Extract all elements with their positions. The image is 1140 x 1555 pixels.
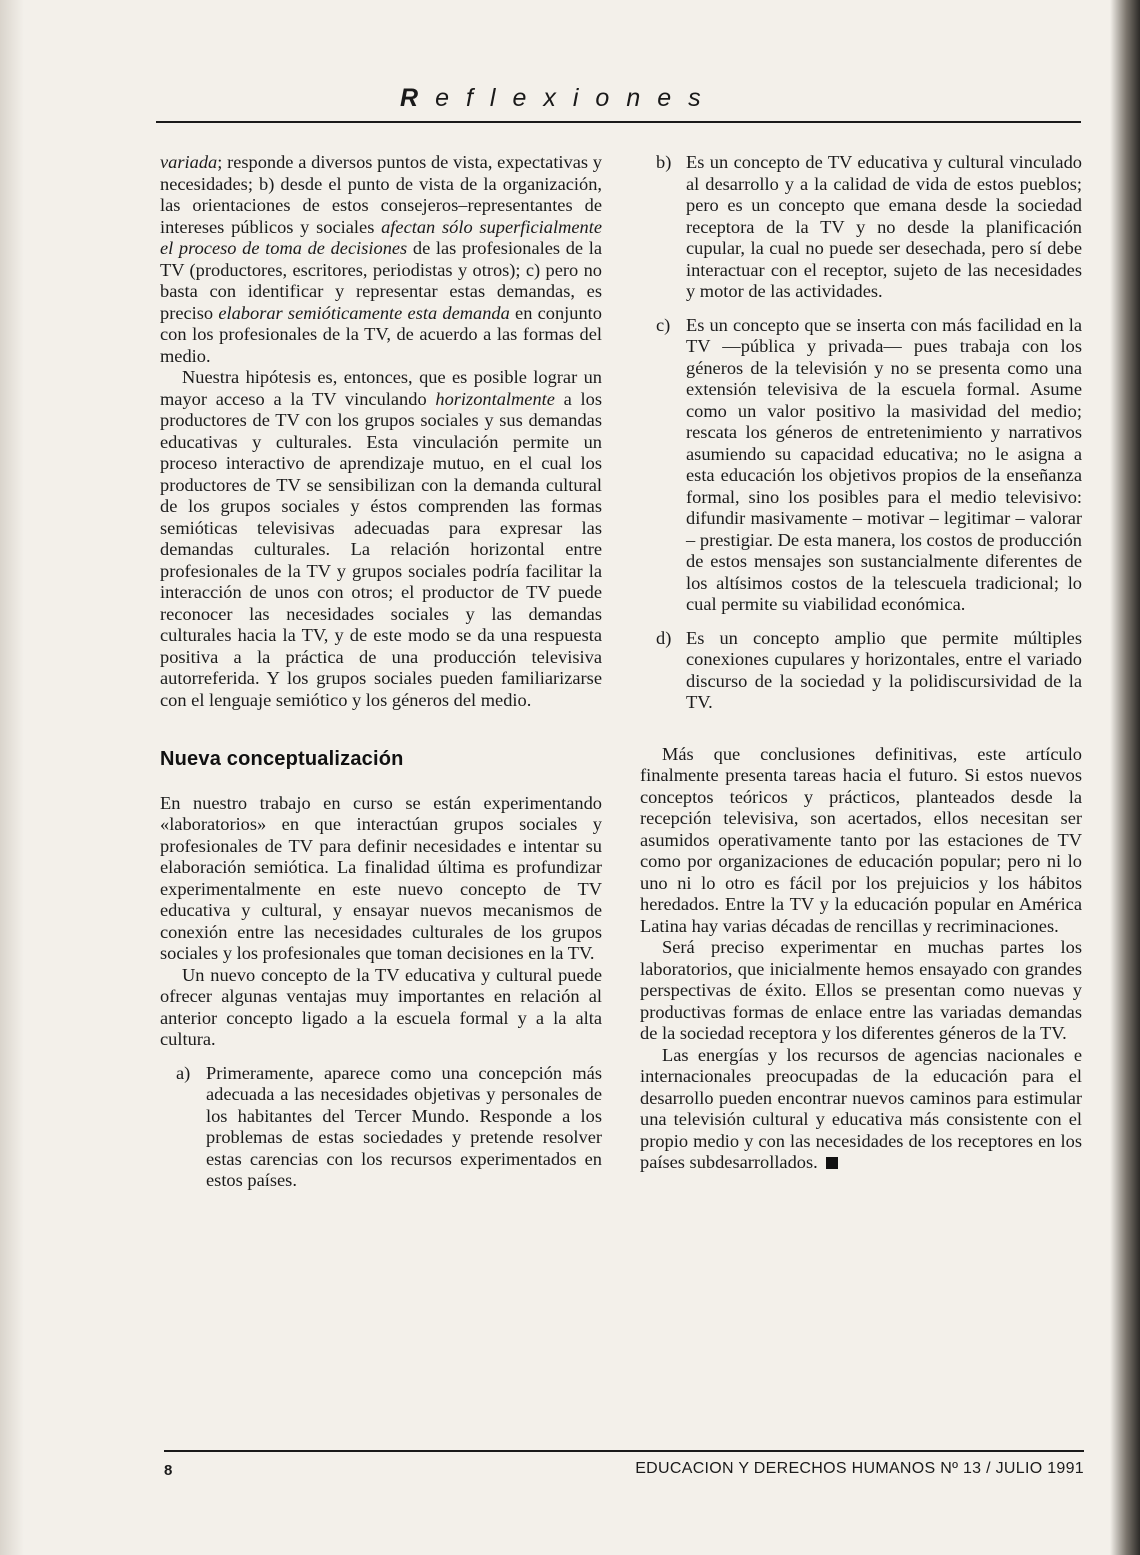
paragraph-energies — [640, 1045, 1082, 1174]
list-marker-c: c) — [656, 314, 671, 335]
paragraph-conclusions: Más que conclusiones definitivas, este artículo finalmente presenta tareas hacia el futuro. Si estos nuevos conceptos teóricos y prácticos, planteados desde la recepción televisiva, son acertados, ellos necesitan ser asumidos operativamente tanto por las estaciones de TV como por organizaciones de educación popular; pero ni lo uno ni lo otro es fácil por los prejuicios y los hábitos heredados. Entre la TV y la educación popular en América Latina hay varias décadas de rencillas y recriminaciones. — [640, 743, 1082, 936]
page-left-edge — [0, 0, 24, 1555]
text-run: de las profesionales de la TV (productores, escritores, periodistas y otros); c) pero no basta con identificar y representar estas demandas, es preciso — [160, 238, 602, 323]
section-header-initial: R — [400, 84, 436, 112]
italic-emphasis: variada — [160, 152, 218, 172]
paragraph-new-concept: Un nuevo concepto de la TV educativa y cultural puede ofrecer algunas ventajas muy importantes en relación al anterior concepto ligado a la escuela formal y a la alta cultura. — [160, 964, 602, 1049]
right-column — [640, 152, 1082, 1174]
journal-footer: EDUCACION Y DERECHOS HUMANOS Nº 13 / JULIO 1991 — [635, 1460, 1084, 1477]
spacer — [640, 726, 1082, 744]
list-item-d — [640, 628, 1082, 714]
list-marker-d: d) — [656, 627, 672, 648]
list-marker-a: a) — [176, 1062, 191, 1083]
text-run: ; responde a diversos puntos de vista, expectativas y necesidades; b) desde el punto de vista de la organización, las orientaciones de estos consejeros–representantes de intereses públicos y sociales — [160, 152, 602, 237]
italic-emphasis: afectan sólo superficialmente el proceso de toma de decisiones — [160, 216, 602, 258]
section-heading: Nueva conceptualización — [160, 748, 404, 770]
text-run: a los productores de TV con los grupos sociales y sus demandas educativas y culturales. Esta vinculación permite un proceso interactivo de aprendizaje mutuo, en el cual los productores de TV se sensibilizan con la demanda cultural de los grupos sociales y éstos comprenden las formas semióticas televisivas adecuadas para expresar las demandas culturales. La relación horizontal entre profesionales de la TV y grupos sociales podría facilitar la interacción de unos con otros; el productor de TV puede reconocer las necesidades sociales y las demandas culturales hacia la TV, y de este modo se da una respuesta positiva a la práctica de una producción televisiva autorreferida. Y los grupos sociales pueden familiarizarse con el lenguaje semiótico y los géneros del medio. — [160, 388, 602, 710]
italic-emphasis: elaborar semióticamente esta demanda — [218, 302, 510, 323]
section-header-rest: eflexiones — [435, 84, 718, 112]
footer-rule — [164, 1450, 1084, 1452]
paragraph-hypothesis — [160, 367, 602, 711]
page-number: 8 — [164, 1462, 173, 1479]
text-run: en conjunto con los profesionales de la TV, de acuerdo a las formas del medio. — [160, 302, 602, 366]
paragraph-energies-text: Las energías y los recursos de agencias nacionales e internacionales preocupadas de la educación para el desarrollo pueden encontrar nuevos caminos para estimular una televisión cultural y educativa más consistente con el propio medio y con las necesidades de los receptores en los países subdesarrollados. — [640, 1044, 1082, 1172]
end-of-article-mark — [826, 1157, 838, 1169]
header-rule — [156, 121, 1081, 123]
text-run: Nuestra hipótesis es, entonces, que es posible lograr un mayor acceso a la TV vinculando — [160, 367, 602, 409]
list-text-d: Es un concepto amplio que permite múltiples conexiones cupulares y horizontales, entre el variado discurso de la sociedad y la polidiscursividad de la TV. — [686, 627, 1082, 712]
list-item-b — [640, 152, 1082, 303]
paragraph-continuation — [160, 152, 602, 367]
list-text-b: Es un concepto de TV educativa y cultural vinculado al desarrollo y a la calidad de vida de estos pueblos; pero es un concepto que emana desde la sociedad receptora de la TV y no desde la planificación cupular, la cual no puede ser desechada, pero sí debe interactuar con el receptor, sujeto de las necesidades y motor de las actividades. — [686, 152, 1082, 301]
paragraph-experiment: Será preciso experimentar en muchas partes los laboratorios, que inicialmente hemos ensayado con grandes perspectivas de éxito. Ellos se presentan como nuevas y productivas formas de enlace entre las variadas demandas de la sociedad receptora y los diferentes géneros de la TV. — [640, 937, 1082, 1043]
list-marker-b: b) — [656, 152, 672, 172]
list-text-c: Es un concepto que se inserta con más facilidad en la TV —pública y privada— pues trabaja con los géneros de la televisión y no se presenta como una extensión televisiva de la escuela formal. Asume como un valor positivo la masividad del medio; rescata los géneros de entretenimiento y narrativos asumiendo su capacidad educativa; no le asigna a esta educación los objetivos propios de la enseñanza formal, sino los posibles para el medio televisivo: difundir masivamente – motivar – legitimar – valorar – prestigiar. De esta manera, los costos de producción de estos mensajes son sustancialmente diferentes de los altísimos costos de la telescuela tradicional; lo cual permite su viabilidad económica. — [686, 314, 1082, 614]
list-item-c — [640, 315, 1082, 616]
italic-emphasis: horizontalmente — [435, 388, 555, 409]
list-item-a — [160, 1063, 602, 1192]
list-text-a: Primeramente, aparece como una concepción más adecuada a las necesidades objetivas y personales de los habitantes del Tercer Mundo. Responde a los problemas de estas sociedades y pretende resolver estas carencias con los recursos experimentados en estos países. — [206, 1062, 602, 1190]
left-column — [160, 152, 602, 1204]
page-right-edge-shadow — [1110, 0, 1140, 1555]
paragraph-laboratories: En nuestro trabajo en curso se están experimentando «laboratorios» en que interactúan grupos sociales y profesionales de TV para definir necesidades e intentar su elaboración semiótica. La finalidad última es profundizar experimentalmente en este nuevo concepto de TV educativa y cultural, y ensayar nuevos mecanismos de conexión entre las necesidades culturales de los grupos sociales y los profesionales que toman decisiones en la TV. — [160, 792, 602, 963]
section-header — [400, 84, 820, 113]
